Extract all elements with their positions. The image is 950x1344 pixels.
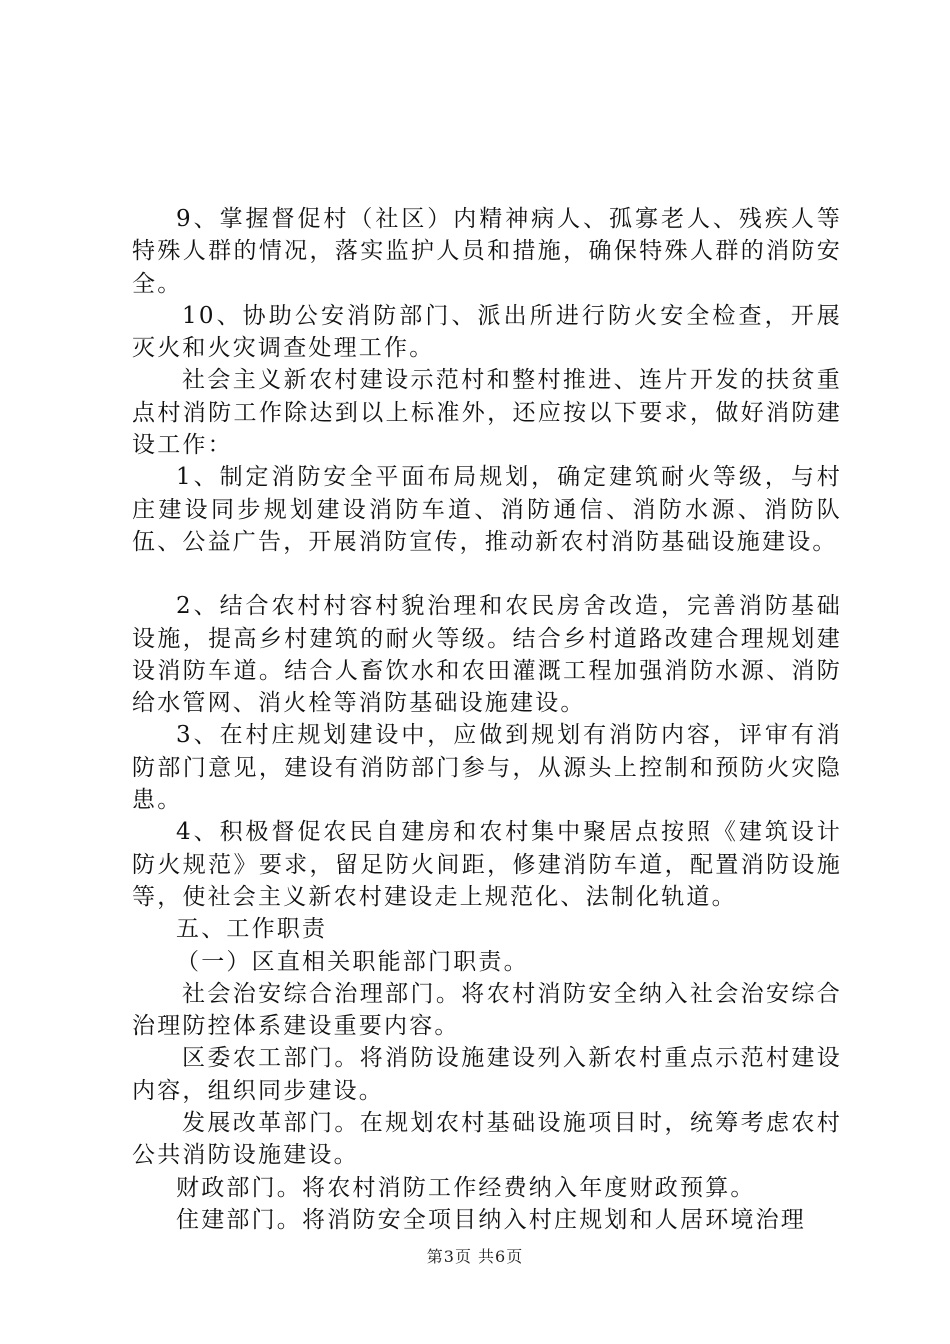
paragraph-gap <box>132 558 842 590</box>
paragraph-requirement-3: 3、在村庄规划建设中，应做到规划有消防内容，评审有消防部门意见，建设有消防部门参与，从源头上控制和预防火灾隐患。 <box>132 722 842 814</box>
paragraph-requirement-4: 4、积极督促农民自建房和农村集中聚居点按照《建筑设计防火规范》要求，留足防火间距，修建消防车道，配置消防设施等，使社会主义新农村建设走上规范化、法制化轨道。 <box>132 819 842 910</box>
paragraph-item-10: 10、协助公安消防部门、派出所进行防火安全检查，开展灭火和火灾调查处理工作。 <box>132 302 842 362</box>
paragraph-public-security-dept: 社会治安综合治理部门。将农村消防安全纳入社会治安综合治理防控体系建设重要内容。 <box>132 980 842 1040</box>
page-number-footer: 第3页 共6页 <box>426 1247 524 1266</box>
paragraph-item-9: 9、掌握督促村（社区）内精神病人、孤寡老人、残疾人等特殊人群的情况，落实监护人员和措施，确保特殊人群的消防安全。 <box>132 206 842 297</box>
paragraph-finance-dept: 财政部门。将农村消防工作经费纳入年度财政预算。 <box>176 1174 756 1201</box>
section-heading-duties: 五、工作职责 <box>176 916 328 943</box>
subsection-heading-departments: （一）区直相关职能部门职责。 <box>176 948 529 975</box>
paragraph-housing-dept: 住建部门。将消防安全项目纳入村庄规划和人居环境治理 <box>176 1206 806 1233</box>
document-body <box>132 203 842 1236</box>
paragraph-demo-village-intro: 社会主义新农村建设示范村和整村推进、连片开发的扶贫重点村消防工作除达到以上标准外，还应按以下要求，做好消防建设工作： <box>132 367 842 459</box>
paragraph-agriculture-dept: 区委农工部门。将消防设施建设列入新农村重点示范村建设内容，组织同步建设。 <box>132 1045 842 1104</box>
paragraph-development-dept: 发展改革部门。在规划农村基础设施项目时，统筹考虑农村公共消防设施建设。 <box>132 1110 842 1169</box>
paragraph-requirement-2: 2、结合农村村容村貌治理和农民房舍改造，完善消防基础设施，提高乡村建筑的耐火等级。结合乡村道路改建合理规划建设消防车道。结合人畜饮水和农田灌溉工程加强消防水源、消防给水管网、消火栓等消防基础设施建设。 <box>132 593 842 717</box>
paragraph-requirement-1: 1、制定消防安全平面布局规划，确定建筑耐火等级，与村庄建设同步规划建设消防车道、消防通信、消防水源、消防队伍、公益广告，开展消防宣传，推动新农村消防基础设施建设。 <box>132 464 842 555</box>
